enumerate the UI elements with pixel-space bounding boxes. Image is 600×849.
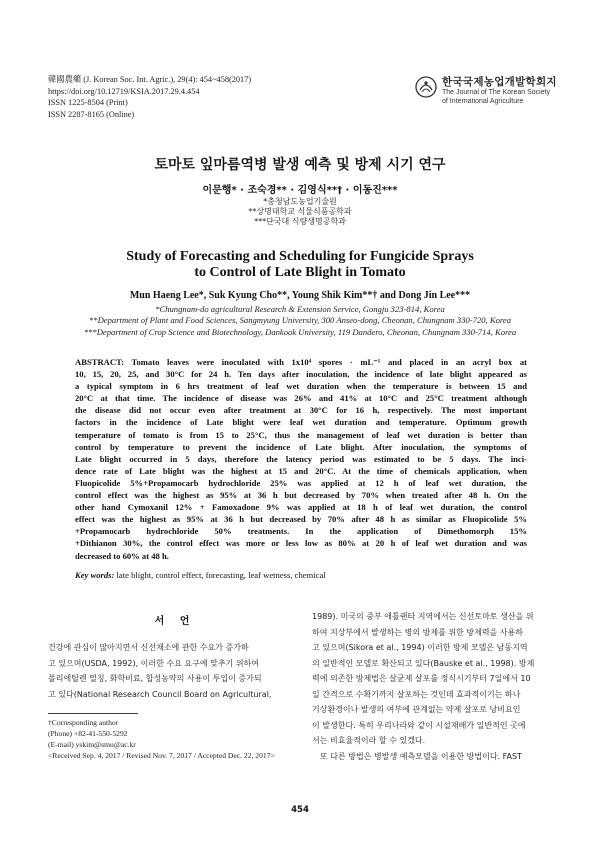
body-line: 고 있으며(Sikora et al., 1994) 이러한 방제 모델은 남동지역 — [312, 643, 528, 652]
abstract-label: ABSTRACT: — [75, 357, 125, 367]
abstract-line: decreased to 60% at 48 h. — [75, 550, 169, 561]
body-line: 일 간격으로 수확기까지 살포하는 것인데 효과적이기는 하나 — [312, 689, 521, 699]
abstract-line: other hand Cymoxanil 12% + Famoxadone 9% was applied at 18 h of leaf wet duration, the control — [75, 502, 527, 513]
body-column-left — [48, 640, 300, 702]
society-name-en-line-1: The Journal of The Korean Society — [442, 89, 551, 96]
abstract-line: 10, 15, 20, 25, and 30°C for 24 h. Ten days after inoculation, the incidence of late blight appeared as — [75, 369, 527, 380]
body-line: 하여 지상부에서 발생하는 병의 방제를 위한 방제력을 사용하 — [312, 627, 523, 637]
received-dates: <Received Sep. 4, 2017 / Revised Nov. 7, 2017 / Accepted Dec. 22, 2017> — [48, 751, 275, 760]
affiliation-ko: **상명대학교 식물식품공학과 — [248, 206, 352, 216]
abstract-line: +Dithianon 30%, the control effect was more or less low as 80% at 20 h of leaf wet duration and was — [75, 538, 527, 549]
body-line: 건강에 관심이 많아지면서 신선채소에 관한 수요가 증가하 — [48, 643, 249, 652]
abstract-line: 20°C at that time. The incidence of disease was 26% and 41% at 10°C and 25°C treatment although — [75, 393, 527, 404]
society-logo — [415, 72, 565, 116]
affiliations-en — [0, 304, 600, 338]
author-phone: (Phone) +82-41-550-5292 — [48, 729, 128, 738]
society-name-en-line-2: of International Agriculture — [442, 97, 524, 105]
paper-title-ko: 토마토 잎마름역병 발생 예측 및 방제 시기 연구 — [154, 157, 446, 173]
affiliation-en: *Chungnam-do agricultural Research & Extension Service, Gongju 323-814, Korea — [155, 304, 445, 314]
body-line: 이 발생한다. 특히 우리나라와 같이 시설재배가 일반적인 곳에 — [312, 720, 526, 730]
author-email[interactable]: (E-mail) yskim@smu@ac.kr — [48, 740, 136, 749]
affiliation-ko: ***단국대 식량생명공학과 — [254, 216, 346, 226]
journal-citation: 韓國農藥 (J. Korean Soc. Int. Agric.), 29(4): 454~458(2017) — [48, 75, 252, 84]
section-heading-introduction: 서 언 — [154, 616, 196, 627]
keywords-label: Key words: — [75, 570, 115, 580]
society-logo-icon — [415, 76, 437, 98]
affiliation-ko: *충청남도농업기술원 — [263, 197, 337, 206]
footnote-divider — [48, 713, 138, 714]
abstract-line: a typical symptom in 6 hrs treatment of leaf wet duration when the temperature is between 15 and — [75, 381, 527, 392]
paper-title-en-line: to Control of Late Blight in Tomato — [194, 265, 406, 280]
body-line: 고 있다(National Research Council Board on Agricultural, — [48, 689, 272, 699]
corresponding-author: †Corresponding author — [48, 718, 119, 727]
body-line: 폴리에틸렌 멀칭, 화학비료, 합성농약의 사용이 투입이 증가되 — [48, 674, 262, 683]
abstract-line: control effect was the highest as 95% at 36 h but decreased by 70% when treated after 48 h. On the — [75, 490, 527, 501]
page-number: 454 — [291, 805, 309, 815]
paper-title-en-line: Study of Forecasting and Scheduling for Fungicide Sprays — [126, 249, 474, 264]
abstract — [75, 356, 527, 562]
abstract-line: Fluopicolide 5%+Propamocarb hydrochloride 25% was applied at 12 h of leaf wet duration, the — [75, 477, 527, 488]
keywords — [75, 570, 326, 580]
body-line: 의 일반적인 모델로 확산되고 있다(Bauske et al., 1998). 방제 — [312, 658, 535, 668]
abstract-line: dence rate of Late blight was the highest at 15 and 20°C. At the time of chemicals application, when — [75, 465, 527, 476]
body-line: 서는 비효율적이라 할 수 있겠다. — [312, 736, 426, 745]
affiliations-ko — [0, 197, 600, 226]
body-line: 1989). 미국의 중부 애틀랜타 지역에서는 신선토마토 생산을 위 — [312, 612, 534, 621]
affiliation-en: **Department of Plant and Food Sciences, Sangmyung University, 300 Anseo-dong, Cheonan, Chungnam 330-720, Korea — [89, 315, 511, 326]
abstract-line: the disease did not occur even after treatment at 30°C for 16 h, respectively. The most important — [75, 405, 527, 416]
abstract-line: control by temperature to prevent the incidence of Late blight. After inoculation, the symptoms of — [75, 441, 527, 452]
abstract-line: temperature of tomato is from 15 to 25°C, thus the management of leaf wet duration is better than — [75, 429, 527, 440]
society-name-ko: 한국국제농업개발학회지 — [442, 76, 557, 88]
abstract-line: effect was the highest as 95% at 36 h but decreased by 70% after 48 h as similar as Fluopicolide 5% — [75, 514, 527, 525]
body-line: 력에 의존한 방제법은 살균제 살포를 정식시기부터 7일에서 10 — [312, 674, 531, 683]
body-line: 기상환경이나 발생의 여부에 관계없는 약제 살포로 낭비요인 — [312, 705, 521, 714]
abstract-line: +Propamocarb hydrochloride 50% treatments. In the application of Dimethomorph 15% — [75, 526, 527, 537]
affiliation-en: ***Department of Crop Science and Biotechnology, Dankook University, 119 Dandero, Cheonan, Chungnam 330-714, Korea — [83, 326, 517, 337]
abstract-line — [75, 356, 527, 368]
doi-link[interactable]: https://doi.org/10.12719/KSIA.2017.29.4.454 — [48, 86, 200, 96]
issn-print: ISSN 1225-8504 (Print) — [48, 98, 128, 107]
issn-online: ISSN 2287-8165 (Online) — [48, 109, 135, 119]
society-name-en — [442, 89, 550, 106]
abstract-line-text: Tomato leaves were inoculated with 1x10⁴ spores · mL⁻¹ and placed in an acryl box at — [124, 357, 527, 367]
paper-title-en — [0, 249, 600, 281]
journal-header — [48, 74, 251, 120]
authors-ko: 이문행* · 조숙경** · 김영식**† · 이동진*** — [202, 185, 398, 196]
authors-en: Mun Haeng Lee*, Suk Kyung Cho**, Young Shik Kim**† and Dong Jin Lee*** — [129, 290, 471, 301]
footnote — [48, 717, 275, 761]
body-column-right — [312, 609, 564, 764]
keywords-text: late blight, control effect, forecasting, leaf wetness, chemical — [114, 570, 326, 580]
body-line: 또 다른 방법은 병발생 예측모델을 이용한 방법이다. FAST — [312, 751, 522, 761]
abstract-line: factors in the incidence of Late blight were leaf wet duration and temperature. Optimum growth — [75, 417, 527, 428]
abstract-line: Late blight occurred in 5 days, therefore the latency period was estimated to be 5 days. The inci- — [75, 453, 527, 464]
body-line: 고 있으며(USDA, 1992), 이러한 수요 요구에 맞추기 위하여 — [48, 658, 260, 668]
